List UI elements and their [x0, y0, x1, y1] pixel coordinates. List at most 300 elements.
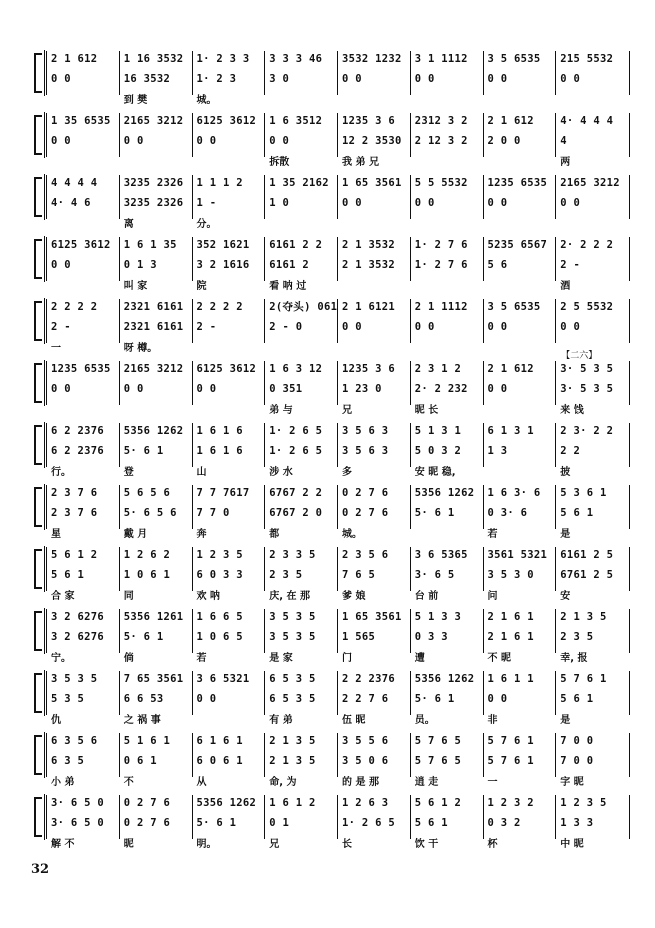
barline	[337, 609, 338, 653]
accompaniment-measure: 2 3 7 6	[51, 507, 98, 519]
barline	[46, 361, 47, 405]
melody-measure: 2 5 5532	[560, 301, 614, 313]
melody-measure: 6161 2 5	[560, 549, 614, 561]
lyric-text	[560, 218, 627, 232]
melody-measure: 3· 6 5 0	[51, 797, 104, 809]
barline	[410, 237, 411, 281]
barline	[629, 361, 630, 405]
melody-measure: 1· 2 6 5	[269, 425, 323, 437]
barline	[337, 547, 338, 591]
accompaniment-measure: 0 0	[196, 383, 217, 395]
accompaniment-measure: 0 3 2	[487, 817, 521, 829]
melody-measure: 5 6 1 2	[51, 549, 98, 561]
barline	[337, 733, 338, 777]
barline	[483, 113, 484, 157]
system-start-line	[44, 174, 45, 220]
lyric-text	[197, 714, 264, 728]
accompaniment-measure: 0 0	[269, 135, 290, 147]
barline	[629, 485, 630, 529]
melody-measure: 5356 1262	[123, 425, 184, 437]
accompaniment-measure: 1 3	[487, 445, 508, 457]
accompaniment-measure: 5· 6 5 6	[123, 507, 177, 519]
lyric-text: 仇	[51, 715, 61, 726]
barline	[264, 609, 265, 653]
system-start-line	[44, 298, 45, 344]
accompaniment-measure: 3· 6 5	[414, 569, 455, 581]
barline	[264, 113, 265, 157]
lyric-text: 逍 走	[414, 777, 439, 788]
melody-measure: 1235 3 6	[342, 115, 395, 127]
barline	[119, 175, 120, 219]
system-brace	[34, 425, 42, 465]
score-system	[0, 50, 655, 110]
barline	[46, 609, 47, 653]
melody-measure: 1 6 3· 6	[487, 487, 541, 499]
accompaniment-measure: 0 0	[196, 135, 217, 147]
melody-measure: 3561 5321	[487, 549, 548, 561]
barline	[337, 485, 338, 529]
page-number: 32	[31, 862, 50, 877]
barline	[119, 609, 120, 653]
accompaniment-measure: 2 3 5	[269, 569, 303, 581]
barline	[119, 733, 120, 777]
system-brace	[34, 487, 42, 527]
score-system	[0, 112, 655, 172]
score-system	[0, 794, 655, 854]
melody-measure: 5 1 3 3	[414, 611, 462, 623]
accompaniment-measure: 5· 6 1	[123, 631, 164, 643]
lyric-text	[51, 218, 118, 232]
accompaniment-measure: 0 0	[487, 693, 508, 705]
melody-measure: 3 5 6535	[487, 53, 541, 65]
lyric-text: 台 前	[414, 591, 439, 602]
accompaniment-measure: 0 2 7 6	[123, 817, 171, 829]
melody-measure: 1 35 2162	[269, 177, 329, 189]
accompaniment-measure: 0 0	[51, 259, 71, 271]
melody-measure: 5 3 6 1	[560, 487, 607, 499]
barline	[46, 237, 47, 281]
accompaniment-measure: 2 12 3 2	[414, 135, 468, 147]
accompaniment-measure: 1 565	[342, 631, 376, 643]
barline	[46, 547, 47, 591]
barline	[410, 113, 411, 157]
melody-measure: 5 5 5532	[414, 177, 468, 189]
barline	[192, 671, 193, 715]
accompaniment-measure: 6 0 3 3	[196, 569, 243, 581]
lyric-text: 合 家	[51, 591, 75, 602]
barline	[629, 795, 630, 839]
system-brace	[34, 53, 42, 93]
melody-measure: 1 1 1 2	[196, 177, 243, 189]
accompaniment-measure: 4· 4 6	[51, 197, 91, 209]
barline	[483, 299, 484, 343]
lyric-text: 来 饯	[560, 405, 584, 416]
accompaniment-measure: 0 0	[487, 73, 508, 85]
accompaniment-measure: 2 1 3532	[342, 259, 395, 271]
barline	[119, 485, 120, 529]
accompaniment-measure: 0 0	[51, 73, 71, 85]
lyric-text	[197, 404, 264, 418]
accompaniment-measure: 3 5 6 3	[342, 445, 389, 457]
lyric-text	[269, 342, 336, 356]
melody-measure: 6 5 3 5	[269, 673, 316, 685]
melody-measure: 3 5 3 5	[51, 673, 98, 685]
barline	[264, 237, 265, 281]
lyric-text	[488, 280, 555, 294]
barline	[555, 237, 556, 281]
barline	[119, 51, 120, 95]
lyric-text: 伍 昵	[342, 715, 366, 726]
accompaniment-measure: 1· 2 3	[196, 73, 237, 85]
accompaniment-measure: 5· 6 1	[123, 445, 164, 457]
lyric-text: 山	[196, 467, 207, 478]
system-start-line	[44, 50, 45, 96]
melody-measure: 1 2 3 5	[560, 797, 607, 809]
melody-measure: 5 7 6 1	[487, 735, 534, 747]
barline	[46, 733, 47, 777]
system-brace	[34, 673, 42, 713]
system-brace	[34, 301, 42, 341]
lyric-text: 酒	[560, 281, 571, 292]
barline	[483, 51, 484, 95]
system-start-line	[44, 794, 45, 840]
accompaniment-measure: 3235 2326	[123, 197, 184, 209]
lyric-text: 都	[269, 529, 280, 540]
barline	[119, 423, 120, 467]
accompaniment-measure: 16 3532	[123, 73, 171, 85]
accompaniment-measure: 0 3 3	[414, 631, 448, 643]
melody-measure: 2 1 3 5	[269, 735, 316, 747]
lyric-text	[488, 404, 555, 418]
score-system	[0, 670, 655, 730]
accompaniment-measure: 0 2 7 6	[342, 507, 389, 519]
accompaniment-measure: 2 -	[51, 321, 71, 333]
accompaniment-measure: 1 0	[269, 197, 290, 209]
score-system	[0, 174, 655, 234]
lyric-text: 小 弟	[51, 777, 75, 788]
lyric-text: 兄	[269, 839, 280, 850]
barline	[555, 733, 556, 777]
accompaniment-measure: 5 0 3 2	[414, 445, 462, 457]
lyric-text: 奔	[196, 529, 207, 540]
barline	[337, 237, 338, 281]
melody-measure: 5 7 6 5	[414, 735, 462, 747]
barline	[483, 733, 484, 777]
accompaniment-measure: 3 2 1616	[196, 259, 250, 271]
lyric-text: 星	[51, 529, 61, 540]
barline	[555, 671, 556, 715]
score-system	[0, 546, 655, 606]
score-system	[0, 732, 655, 792]
melody-measure: 7 0 0	[560, 735, 594, 747]
melody-measure: 0 2 7 6	[342, 487, 389, 499]
lyric-text: 爹 娘	[342, 591, 366, 602]
lyric-text	[415, 342, 482, 356]
barline	[629, 671, 630, 715]
accompaniment-measure: 2 1 3 5	[269, 755, 316, 767]
lyric-text: 院	[196, 281, 207, 292]
accompaniment-measure: 12 2 3530	[342, 135, 402, 147]
barline	[410, 547, 411, 591]
melody-measure: 2 1 612	[51, 53, 98, 65]
barline	[483, 671, 484, 715]
barline	[337, 795, 338, 839]
barline	[410, 609, 411, 653]
lyric-text	[415, 280, 482, 294]
lyric-text: 戴 月	[123, 529, 148, 540]
accompaniment-measure: 1· 2 6 5	[342, 817, 395, 829]
melody-measure: 0 2 7 6	[123, 797, 171, 809]
melody-measure: 1 35 6535	[51, 115, 111, 127]
accompaniment-measure: 0 0	[342, 321, 362, 333]
barline	[119, 113, 120, 157]
melody-measure: 3235 2326	[123, 177, 184, 189]
barline	[629, 175, 630, 219]
accompaniment-measure: 3 2 6276	[51, 631, 104, 643]
barline	[410, 299, 411, 343]
barline	[119, 671, 120, 715]
lyric-text: 倘	[123, 653, 134, 664]
score-system	[0, 608, 655, 668]
lyric-text: 遭	[414, 653, 425, 664]
lyric-text	[51, 94, 118, 108]
barline	[483, 361, 484, 405]
barline	[192, 299, 193, 343]
barline	[46, 299, 47, 343]
lyric-text	[488, 466, 555, 480]
melody-measure: 3 5 5 6	[342, 735, 389, 747]
accompaniment-measure: 0 0	[123, 135, 144, 147]
accompaniment-measure: 0 1 3	[123, 259, 157, 271]
accompaniment-measure: 3 5 3 0	[487, 569, 534, 581]
accompaniment-measure: 0 1	[269, 817, 290, 829]
barline	[46, 175, 47, 219]
melody-measure: 1 6 3 12	[269, 363, 323, 375]
accompaniment-measure: 0 6 1	[123, 755, 157, 767]
barline	[410, 51, 411, 95]
barline	[410, 361, 411, 405]
barline	[410, 671, 411, 715]
lyric-text	[269, 218, 336, 232]
system-brace	[34, 115, 42, 155]
system-brace	[34, 611, 42, 651]
barline	[483, 547, 484, 591]
barline	[119, 237, 120, 281]
accompaniment-measure: 5 6	[487, 259, 508, 271]
barline	[46, 795, 47, 839]
lyric-text: 安 昵 稳,	[414, 467, 456, 478]
barline	[555, 795, 556, 839]
lyric-text	[415, 156, 482, 170]
barline	[337, 113, 338, 157]
accompaniment-measure: 6 5 3 5	[269, 693, 316, 705]
lyric-text: 涉 水	[269, 467, 293, 478]
lyric-text: 离	[123, 219, 134, 230]
melody-measure: 2 1 612	[487, 115, 534, 127]
barline	[555, 175, 556, 219]
lyric-text	[342, 342, 409, 356]
melody-measure: 5 6 5 6	[123, 487, 171, 499]
lyric-text: 安	[560, 591, 571, 602]
melody-measure: 5 6 1 2	[414, 797, 462, 809]
melody-measure: 2· 2 2 2	[560, 239, 614, 251]
accompaniment-measure: 6 0 6 1	[196, 755, 243, 767]
lyric-text	[269, 94, 336, 108]
system-brace	[34, 549, 42, 589]
melody-measure: 1 2 6 2	[123, 549, 171, 561]
accompaniment-measure: 0 0	[487, 321, 508, 333]
melody-measure: 3 3 3 46	[269, 53, 323, 65]
lyric-text	[488, 218, 555, 232]
barline	[192, 609, 193, 653]
barline	[192, 423, 193, 467]
accompaniment-measure: 5 6 1	[414, 817, 448, 829]
lyric-text: 若	[487, 529, 498, 540]
barline	[629, 733, 630, 777]
lyric-text: 叫 家	[123, 281, 148, 292]
accompaniment-measure: 0 351	[269, 383, 303, 395]
barline	[629, 547, 630, 591]
lyric-text: 兄	[342, 405, 352, 416]
accompaniment-measure: 4	[560, 135, 567, 147]
lyric-text: 庆, 在 那	[269, 591, 311, 602]
melody-measure: 5356 1262	[414, 673, 475, 685]
barline	[192, 547, 193, 591]
barline	[192, 795, 193, 839]
melody-measure: 1 2 3 5	[196, 549, 243, 561]
lyric-text	[415, 94, 482, 108]
lyric-text	[197, 156, 264, 170]
accompaniment-measure: 0 0	[414, 197, 435, 209]
lyric-text: 昵	[123, 839, 134, 850]
barline	[555, 609, 556, 653]
barline	[192, 733, 193, 777]
melody-measure: 3 1 1112	[414, 53, 468, 65]
accompaniment-measure: 7 7 0	[196, 507, 230, 519]
lyric-text: 的 是 那	[342, 777, 379, 788]
score-system	[0, 351, 655, 420]
barline	[337, 671, 338, 715]
melody-measure: 2 1 6 1	[487, 611, 534, 623]
melody-measure: 1 2 3 2	[487, 797, 534, 809]
accompaniment-measure: 7 6 5	[342, 569, 376, 581]
barline	[337, 175, 338, 219]
lyric-text: 问	[487, 591, 498, 602]
barline	[555, 361, 556, 405]
barline	[483, 609, 484, 653]
accompaniment-measure: 2 3 5	[560, 631, 594, 643]
accompaniment-measure: 6161 2	[269, 259, 309, 271]
barline	[192, 175, 193, 219]
accompaniment-measure: 1· 2 7 6	[414, 259, 468, 271]
accompaniment-measure: 0 0	[342, 197, 362, 209]
accompaniment-measure: 0 0	[414, 73, 435, 85]
melody-measure: 2 2 2 2	[196, 301, 243, 313]
accompaniment-measure: 2 2 7 6	[342, 693, 389, 705]
accompaniment-measure: 0 3· 6	[487, 507, 528, 519]
lyric-text: 多	[342, 467, 352, 478]
score-system	[0, 298, 655, 358]
melody-measure: 4 4 4 4	[51, 177, 98, 189]
melody-measure: 5356 1261	[123, 611, 184, 623]
melody-measure: 2 3 3 5	[269, 549, 316, 561]
accompaniment-measure: 3 5 3 5	[269, 631, 316, 643]
lyric-text: 命, 为	[269, 777, 297, 788]
lyric-text	[124, 404, 191, 418]
melody-measure: 6125 3612	[51, 239, 111, 251]
accompaniment-measure: 0 0	[196, 693, 217, 705]
melody-measure: 1· 2 3 3	[196, 53, 250, 65]
barline	[264, 299, 265, 343]
barline	[410, 485, 411, 529]
barline	[192, 237, 193, 281]
barline	[555, 51, 556, 95]
lyric-text: 昵 长	[414, 405, 439, 416]
lyric-text: 宁。	[51, 653, 71, 664]
accompaniment-measure: 1 0 6 1	[123, 569, 171, 581]
barline	[555, 299, 556, 343]
lyric-text	[488, 342, 555, 356]
accompaniment-measure: 2· 2 232	[414, 383, 468, 395]
lyric-text: 欢 呐	[196, 591, 220, 602]
barline	[192, 361, 193, 405]
melody-measure: 1· 2 7 6	[414, 239, 468, 251]
melody-measure: 2 1 6121	[342, 301, 395, 313]
melody-measure: 1 65 3561	[342, 177, 402, 189]
lyric-text: 登	[123, 467, 134, 478]
system-brace	[34, 735, 42, 775]
accompaniment-measure: 5 3 5	[51, 693, 85, 705]
lyric-text: 员。	[414, 715, 435, 726]
barline	[483, 795, 484, 839]
melody-measure: 2 1 612	[487, 363, 534, 375]
section-marker: 【二六】	[561, 351, 598, 361]
system-start-line	[44, 112, 45, 158]
melody-measure: 6161 2 2	[269, 239, 323, 251]
lyric-text	[342, 218, 409, 232]
accompaniment-measure: 5· 6 1	[414, 693, 455, 705]
melody-measure: 2 1 3532	[342, 239, 395, 251]
system-start-line	[44, 732, 45, 778]
melody-measure: 1 6 1 35	[123, 239, 177, 251]
barline	[555, 485, 556, 529]
accompaniment-measure: 1· 2 6 5	[269, 445, 323, 457]
accompaniment-measure: 6 2 2376	[51, 445, 104, 457]
accompaniment-measure: 5 6 1	[560, 507, 594, 519]
melody-measure: 2(夺头) 061	[269, 301, 338, 313]
lyric-text: 一	[487, 777, 498, 788]
barline	[264, 795, 265, 839]
lyric-text	[488, 156, 555, 170]
barline	[264, 423, 265, 467]
barline	[192, 485, 193, 529]
accompaniment-measure: 3 0	[269, 73, 290, 85]
barline	[629, 237, 630, 281]
lyric-text: 幸, 报	[560, 653, 588, 664]
melody-measure: 6767 2 2	[269, 487, 323, 499]
accompaniment-measure: 0 0	[414, 321, 435, 333]
barline	[337, 299, 338, 343]
barline	[629, 51, 630, 95]
system-brace	[34, 363, 42, 403]
barline	[119, 795, 120, 839]
barline	[119, 547, 120, 591]
barline	[410, 795, 411, 839]
melody-measure: 2165 3212	[560, 177, 620, 189]
melody-measure: 215 5532	[560, 53, 614, 65]
lyric-text: 城。	[342, 529, 362, 540]
lyric-text: 我 弟 兄	[342, 157, 379, 168]
